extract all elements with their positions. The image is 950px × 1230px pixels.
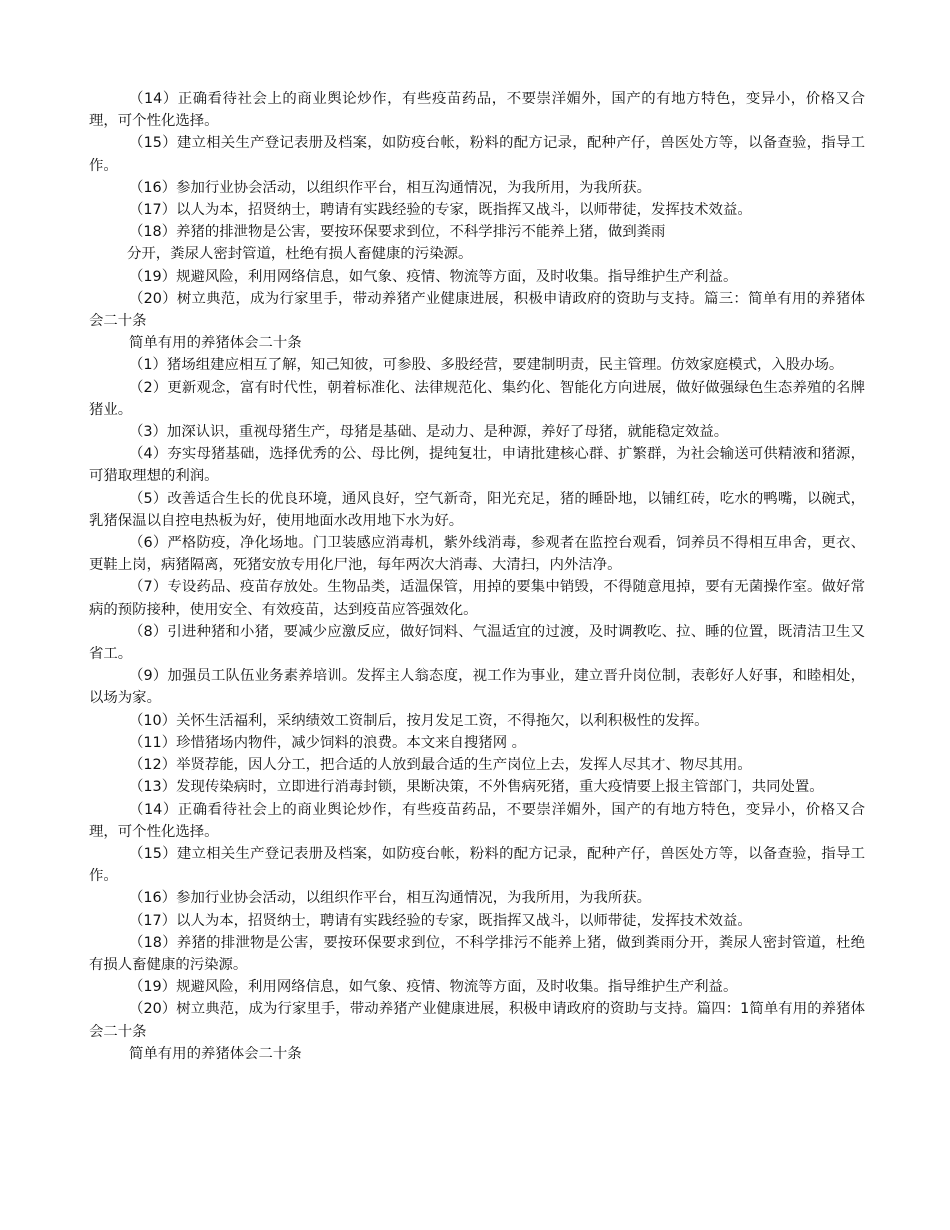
paragraph: （18）养猪的排泄物是公害，要按环保要求到位，不科学排污不能养上猪，做到粪雨分开，粪尿人密封管道，杜绝有损人畜健康的污染源。: [89, 934, 865, 973]
paragraph: （9）加强员工队伍业务素养培训。发挥主人翁态度，视工作为事业，建立晋升岗位制，表彰好人好事，和睦相处，以场为家。: [89, 668, 865, 707]
paragraph: （15）建立相关生产登记表册及档案，如防疫台帐，粉料的配方记录，配种产仔，兽医处方等，以备查验，指导工作。: [89, 135, 865, 174]
paragraph: （4）夯实母猪基础，选择优秀的公、母比例，提纯复壮，申请批建核心群、扩繁群，为社会输送可供精液和猪源，可猎取理想的利润。: [89, 446, 865, 485]
paragraph: （17）以人为本，招贤纳士，聘请有实践经验的专家，既指挥又战斗，以师带徒，发挥技术效益。: [129, 202, 752, 219]
paragraph: （19）规避风险，利用网络信息，如气象、疫情、物流等方面，及时收集。指导维护生产利益。: [129, 268, 738, 285]
paragraph: （1）猪场组建应相互了解，知己知彼，可参股、多股经营，要建制明责，民主管理。仿效家庭模式，入股办场。: [129, 357, 844, 374]
paragraph: （11）珍惜猪场内物件，减少饲料的浪费。本文来自搜猪网 。: [129, 734, 527, 751]
paragraph: （20）树立典范，成为行家里手，带动养猪产业健康进展，积极申请政府的资助与支持。篇四：1简单有用的养猪体会二十条: [89, 1001, 865, 1040]
paragraph: （14）正确看待社会上的商业舆论炒作，有些疫苗药品，不要崇洋媚外，国产的有地方特色，变异小，价格又合理，可个性化选择。: [89, 91, 865, 130]
section-heading: 简单有用的养猪体会二十条: [129, 335, 302, 352]
paragraph: （3）加深认识，重视母猪生产，母猪是基础、是动力、是种源，养好了母猪，就能稳定效益。: [129, 424, 729, 441]
paragraph: （19）规避风险，利用网络信息，如气象、疫情、物流等方面，及时收集。指导维护生产利益。: [129, 979, 738, 996]
paragraph: （13）发现传染病时，立即进行消毒封锁，果断决策，不外售病死猪，重大疫情要上报主管部门，共同处置。: [129, 779, 824, 796]
paragraph: （5）改善适合生长的优良环境，通风良好，空气新奇，阳光充足，猪的睡卧地，以铺红砖，吃水的鸭嘴，以碗式，乳猪保温以自控电热板为好，使用地面水改用地下水为好。: [89, 490, 865, 529]
paragraph: （2）更新观念，富有时代性，朝着标准化、法律规范化、集约化、智能化方向进展，做好做强绿色生态养殖的名牌猪业。: [89, 379, 865, 418]
paragraph: （12）举贤荐能，因人分工，把合适的人放到最合适的生产岗位上去，发挥人尽其才、物尽其用。: [129, 757, 752, 774]
paragraph: （17）以人为本，招贤纳士，聘请有实践经验的专家，既指挥又战斗，以师带徒，发挥技术效益。: [129, 912, 752, 929]
paragraph: （18）养猪的排泄物是公害，要按环保要求到位，不科学排污不能养上猪，做到粪雨: [129, 224, 666, 241]
paragraph: （20）树立典范，成为行家里手，带动养猪产业健康进展，积极申请政府的资助与支持。篇三：简单有用的养猪体会二十条: [89, 290, 865, 330]
section-heading: 简单有用的养猪体会二十条: [129, 1045, 302, 1062]
paragraph: （8）引进种猪和小猪，要减少应激反应，做好饲料、气温适宜的过渡，及时调教吃、拉、睡的位置，既清洁卫生又省工。: [89, 623, 865, 663]
paragraph: （10）关怀生活福利，采纳绩效工资制后，按月发足工资，不得拖欠，以利积极性的发挥。: [129, 712, 709, 729]
paragraph: （15）建立相关生产登记表册及档案，如防疫台帐，粉料的配方记录，配种产仔，兽医处方等，以备查验，指导工作。: [89, 845, 865, 885]
document-page: [89, 88, 865, 1065]
paragraph: （16）参加行业协会活动，以组织作平台，相互沟通情况，为我所用，为我所获。: [129, 179, 651, 196]
paragraph: （14）正确看待社会上的商业舆论炒作，有些疫苗药品，不要崇洋媚外，国产的有地方特色，变异小，价格又合理，可个性化选择。: [89, 801, 865, 840]
paragraph: （6）严格防疫，净化场地。门卫装感应消毒机，紫外线消毒，参观者在监控台观看，饲养员不得相互串舍，更衣、更鞋上岗，病猪隔离，死猪安放专用化尸池，每年两次大消毒、大清扫，内外洁净。: [89, 535, 865, 574]
paragraph: 分开，粪尿人密封管道，杜绝有损人畜健康的污染源。: [127, 246, 473, 263]
paragraph: （7）专设药品、疫苗存放处。生物品类，适温保管，用掉的要集中销毁，不得随意甩掉，要有无菌操作室。做好常病的预防接种，使用安全、有效疫苗，达到疫苗应答强效化。: [89, 579, 865, 618]
paragraph: （16）参加行业协会活动，以组织作平台，相互沟通情况，为我所用，为我所获。: [129, 890, 651, 907]
